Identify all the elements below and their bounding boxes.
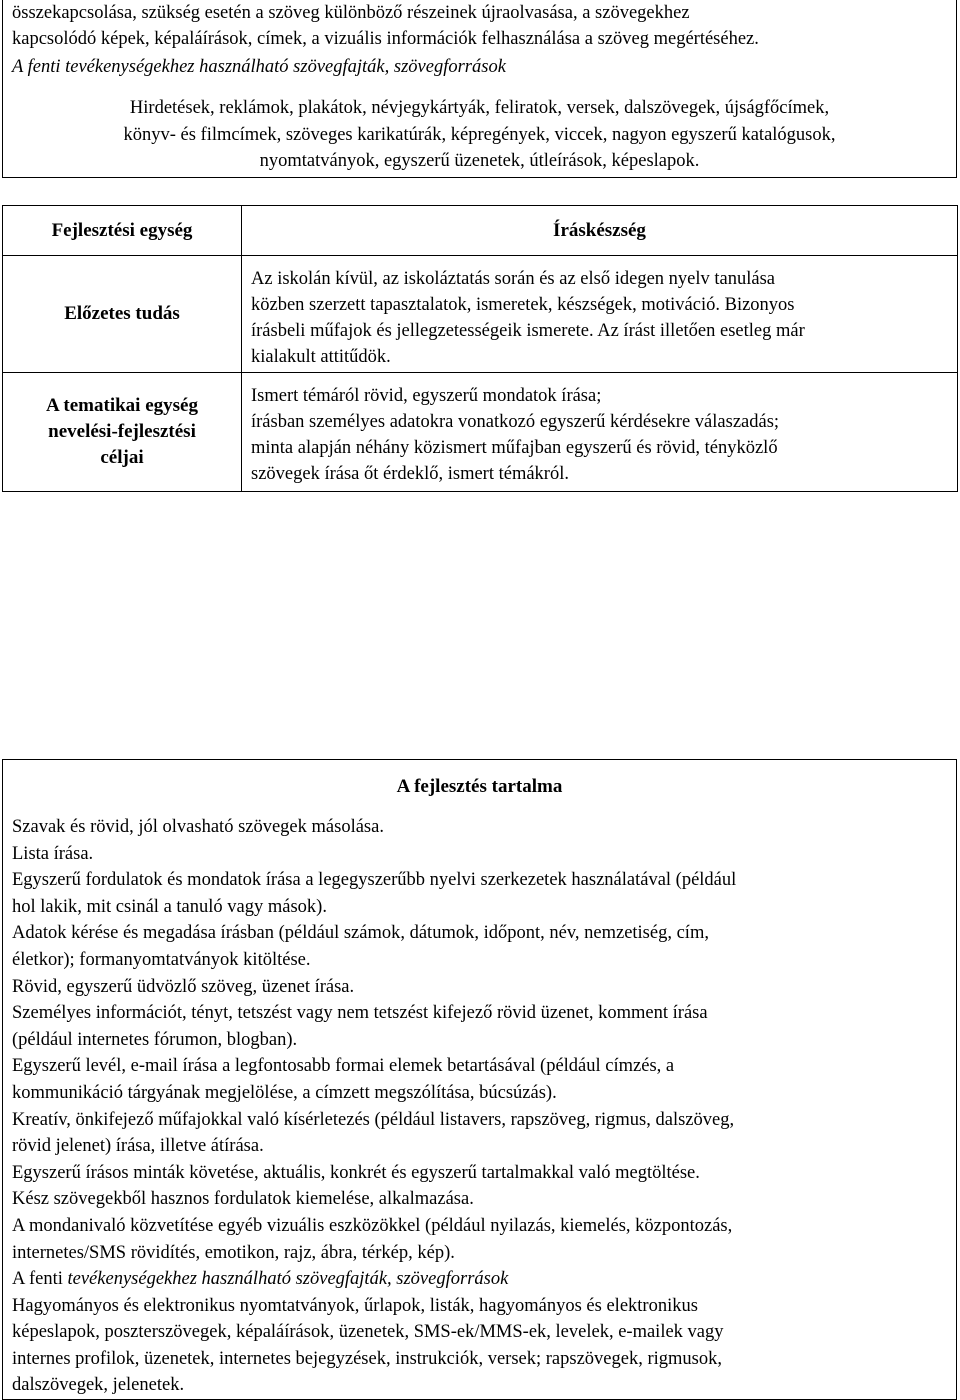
content-line: Kész szövegekből hasznos fordulatok kiemelése, alkalmazása. <box>12 1189 474 1210</box>
intro-line: kapcsolódó képek, képaláírások, címek, a vizuális információk felhasználása a szöveg megértéséhez. <box>12 29 759 49</box>
development-content-section <box>2 759 957 1400</box>
content-line: hol lakik, mit csinál a tanuló vagy mások). <box>12 896 327 917</box>
intro-sources-line: Hirdetések, reklámok, plakátok, névjegykártyák, feliratok, versek, dalszövegek, újságfőcímek, <box>129 98 830 118</box>
content-line: Egyszerű fordulatok és mondatok írása a legegyszerűbb nyelvi szerkezetek használatával (például <box>12 870 737 891</box>
unit-value: Íráskészség <box>242 206 958 256</box>
content-line: (például internetes fórumon, blogban). <box>12 1029 298 1050</box>
goals-label: A tematikai egység nevelési-fejlesztési céljai <box>3 373 242 492</box>
sources-line: dalszövegek, jelenetek. <box>12 1375 185 1396</box>
prior-knowledge-text: Az iskolán kívül, az iskoláztatás során és az első idegen nyelv tanulása közben szerzett tapasztalatok, ismeretek, készségek, motiváció. Bizonyos írásbeli műfajok és jellegzetességeik ismerete. Az írást illetően esetleg már kialakult attitűdök. <box>242 256 958 373</box>
content-line: Adatok kérése és megadása írásban (például számok, dátumok, időpont, név, nemzetiség, cím, <box>12 923 709 944</box>
sources-line: internes profilok, üzenetek, internetes bejegyzések, instrukciók, versek; rapszövegek, rigmusok, <box>12 1348 722 1369</box>
intro-section <box>2 0 957 178</box>
content-line: kommunikáció tárgyának megjelölése, a címzett megszólítása, búcsúzás). <box>12 1082 557 1103</box>
intro-line: összekapcsolása, szükség esetén a szöveg különböző részeinek újraolvasása, a szövegekhez <box>12 3 690 23</box>
table-row <box>3 206 958 256</box>
intro-sources-heading: A fenti tevékenységekhez használható szövegfajták, szövegforrások <box>12 57 506 77</box>
unit-label: Fejlesztési egység <box>3 206 242 256</box>
table-row <box>3 373 958 492</box>
content-line: Kreatív, önkifejező műfajokkal való kísérletezés (például listavers, rapszöveg, rigmus, dalszöveg, <box>12 1109 735 1130</box>
curriculum-table <box>2 205 958 492</box>
sources-line: Hagyományos és elektronikus nyomtatványok, űrlapok, listák, hagyományos és elektronikus <box>12 1295 698 1316</box>
content-line: Lista írása. <box>12 843 94 864</box>
content-line: Egyszerű írásos minták követése, aktuális, konkrét és egyszerű tartalmakkal való megtöltése. <box>12 1162 700 1183</box>
content-line: Egyszerű levél, e-mail írása a legfontosabb formai elemek betartásával (például címzés, a <box>12 1056 675 1077</box>
intro-sources-line: könyv- és filmcímek, szöveges karikatúrák, képregények, viccek, nagyon egyszerű katalógusok, <box>123 124 836 145</box>
content-list <box>12 814 947 1399</box>
sources-heading: A fenti tevékenységekhez használható szövegfajták, szövegforrások <box>12 1269 509 1290</box>
content-line: rövid jelenet) írása, illetve átírása. <box>12 1136 264 1157</box>
sources-line: képeslapok, poszterszövegek, képaláírások, üzenetek, SMS-ek/MMS-ek, levelek, e-mailek vagy <box>12 1322 724 1343</box>
content-line: internetes/SMS rövidítés, emotikon, rajz, ábra, térkép, kép). <box>12 1242 455 1263</box>
prior-knowledge-label: Előzetes tudás <box>3 256 242 373</box>
goals-text: Ismert témáról rövid, egyszerű mondatok írása; írásban személyes adatokra vonatkozó egyszerű kérdésekre válaszadás; minta alapján néhány közismert műfajban egyszerű és rövid, tényközlő szövegek írása őt érdeklő, ismert témákról. <box>242 373 958 492</box>
content-line: Személyes információt, tényt, tetszést vagy nem tetszést kifejező rövid üzenet, komment írása <box>12 1003 708 1024</box>
content-line: A mondanivaló közvetítése egyéb vizuális eszközökkel (például nyilazás, kiemelés, központozás, <box>12 1215 733 1236</box>
content-title: A fejlesztés tartalma <box>396 776 563 797</box>
content-line: életkor); formanyomtatványok kitöltése. <box>12 949 311 970</box>
table-row <box>3 256 958 373</box>
content-line: Rövid, egyszerű üdvözlő szöveg, üzenet írása. <box>12 976 355 997</box>
content-line: Szavak és rövid, jól olvasható szövegek másolása. <box>12 817 384 837</box>
intro-sources-line: nyomtatványok, egyszerű üzenetek, útleírások, képeslapok. <box>259 151 700 171</box>
